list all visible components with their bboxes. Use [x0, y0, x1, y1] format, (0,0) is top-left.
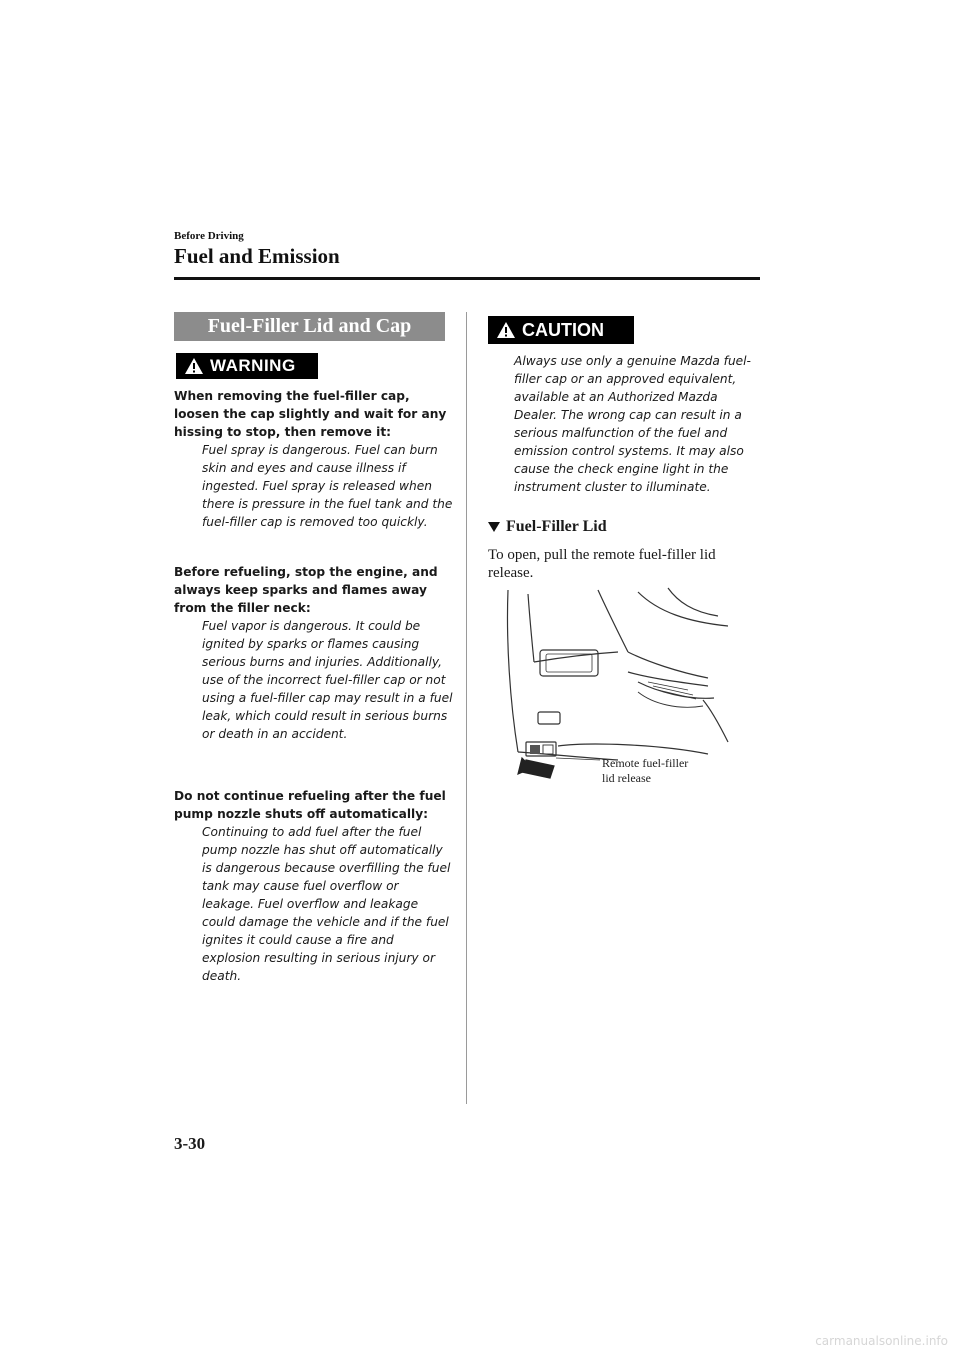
warning-item-2 — [174, 563, 454, 743]
subsection-heading — [488, 518, 607, 536]
chapter-label: Before Driving — [174, 230, 244, 242]
triangle-down-icon — [488, 522, 500, 532]
caution-label: CAUTION — [522, 319, 604, 340]
warning-label: WARNING — [210, 356, 296, 375]
warning-item-1 — [174, 387, 454, 531]
figure-callout — [602, 756, 688, 786]
warning-item-1-body: Fuel spray is dangerous. Fuel can burn skin and eyes and cause illness if ingested. Fuel spray is released when there is pressure in the fuel tank and the fuel-filler cap is removed too quickly. — [202, 443, 453, 529]
topic-banner: Fuel-Filler Lid and Cap — [174, 312, 445, 341]
instruction-text: To open, pull the remote fuel-filler lid release. — [488, 547, 716, 581]
warning-triangle-icon — [184, 357, 204, 375]
section-title: Fuel and Emission — [174, 244, 340, 268]
warning-item-3-body: Continuing to add fuel after the fuel pump nozzle has shut off automatically is dangerous because overfilling the fuel tank may cause fuel overflow or leakage. Fuel overflow and leakage could damage the vehicle and if the fuel ignites it could cause a fire and explosion resulting in serious injury or death. — [202, 825, 451, 983]
header-rule — [174, 277, 760, 280]
caution-badge — [488, 316, 634, 344]
warning-item-3 — [174, 787, 454, 985]
warning-item-1-lead: When removing the fuel-filler cap, loosen the cap slightly and wait for any hissing to stop, then remove it: — [174, 389, 447, 439]
figure-callout-line-2: lid release — [602, 771, 651, 785]
caution-triangle-icon — [496, 321, 516, 339]
warning-item-2-body: Fuel vapor is dangerous. It could be ignited by sparks or flames causing serious burns and injuries. Additionally, use of the incorrect fuel-filler cap or not using a fuel-filler cap may result in a fuel leak, which could result in serious burns or death in an accident. — [202, 619, 453, 741]
warning-badge — [176, 353, 318, 379]
subsection-heading-text: Fuel-Filler Lid — [506, 518, 607, 535]
site-watermark: carmanualsonline.info — [815, 1334, 948, 1348]
warning-item-3-lead: Do not continue refueling after the fuel pump nozzle shuts off automatically: — [174, 789, 446, 821]
warning-item-2-lead: Before refueling, stop the engine, and always keep sparks and flames away from the filler neck: — [174, 565, 438, 615]
column-divider — [466, 312, 467, 1104]
page-number: 3-30 — [174, 1134, 206, 1153]
figure-callout-line-1: Remote fuel-filler — [602, 756, 689, 770]
caution-text: Always use only a genuine Mazda fuel-filler cap or an approved equivalent, available at an Authorized Mazda Dealer. The wrong cap can result in a serious malfunction of the fuel and emission control systems. It may also cause the check engine light in the instrument cluster to illuminate. — [514, 354, 751, 494]
